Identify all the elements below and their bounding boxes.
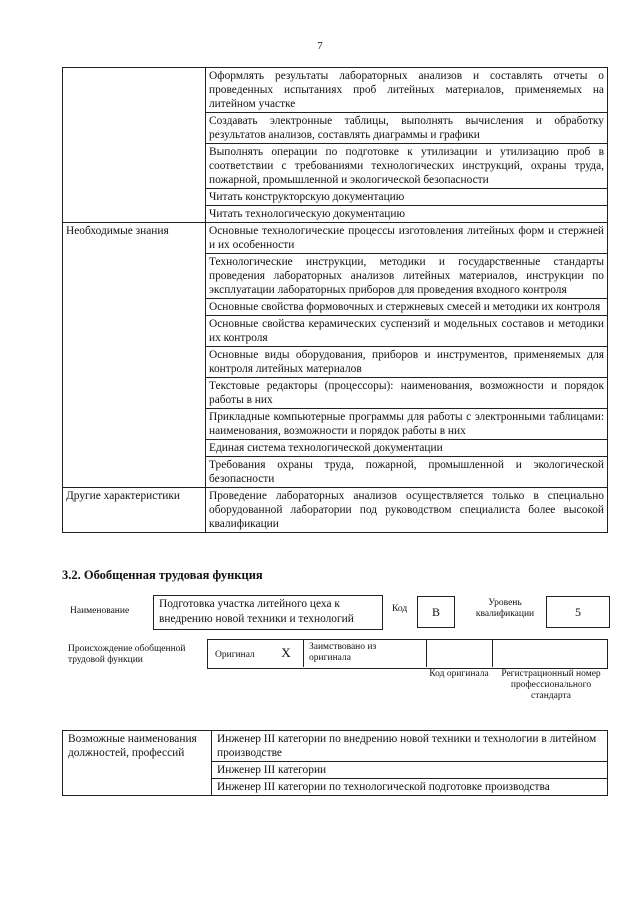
- page-number: 7: [317, 40, 323, 52]
- row-item: Основные технологические процессы изготовления литейных форм и стержней и их особенности: [206, 223, 608, 254]
- section-title: 3.2. Обобщенная трудовая функция: [62, 568, 263, 582]
- row-item: Основные виды оборудования, приборов и инструментов, применяемых для контроля литейных материалов: [206, 347, 608, 378]
- position-item: Инженер III категории по технологической подготовке производства: [212, 779, 608, 796]
- origin-label: Происхождение обобщенной трудовой функции: [68, 644, 186, 665]
- row-item: Читать технологическую документацию: [206, 206, 608, 223]
- position-item: Инженер III категории по внедрению новой техники и технологии в литейном производстве: [212, 731, 608, 762]
- name-value-box: [153, 595, 383, 630]
- divider-code-original: [426, 639, 427, 667]
- table-row: [63, 488, 608, 533]
- code-original-label: Код оригинала: [429, 669, 489, 679]
- requirements-table: [62, 67, 608, 533]
- row-item: Единая система технологической документации: [206, 440, 608, 457]
- divider-reg-number: [492, 639, 493, 667]
- name-value: Подготовка участка литейного цеха к внедрению новой техники и технологий: [159, 598, 354, 625]
- level-label: Уровень квалификации: [475, 598, 535, 619]
- position-item: Инженер III категории: [212, 762, 608, 779]
- reg-number-label: Регистрационный номер профессионального стандарта: [501, 669, 601, 701]
- row-item: Основные свойства формовочных и стержневых смесей и методики их контроля: [206, 299, 608, 316]
- original-mark: X: [281, 645, 291, 660]
- positions-table: [62, 730, 608, 796]
- code-label: Код: [392, 604, 408, 614]
- table-row: [63, 68, 608, 113]
- row-item: Текстовые редакторы (процессоры): наименования, возможности и порядок работы в них: [206, 378, 608, 409]
- original-label: Оригинал: [215, 650, 255, 660]
- name-label: Наименование: [70, 606, 130, 616]
- borrowed-label: Заимствовано из оригинала: [309, 642, 377, 663]
- row-label: Другие характеристики: [63, 488, 206, 533]
- row-item: Технологические инструкции, методики и государственные стандарты проведения лабораторных анализов литейных материалов, инструкции по эксплуатации лабораторных приборов для проведения входного контроля: [206, 254, 608, 299]
- positions-label: Возможные наименования должностей, профессий: [63, 731, 212, 796]
- row-item: Создавать электронные таблицы, выполнять вычисления и обработку результатов анализов, составлять диаграммы и графики: [206, 113, 608, 144]
- row-item: Выполнять операции по подготовке к утилизации и утилизацию проб в соответствии с требованиями технологических инструкций, охраны труда, пожарной, промышленной и экологической безопасности: [206, 144, 608, 189]
- row-item: Прикладные компьютерные программы для работы с электронными таблицами: наименования, возможности и порядок работы в них: [206, 409, 608, 440]
- row-item: Проведение лабораторных анализов осуществляется только в специально оборудованной лаборатории под руководством специалиста более высокой квалификации: [206, 488, 608, 533]
- row-item: Основные свойства керамических суспензий и модельных составов и методики их контроля: [206, 316, 608, 347]
- row-label: [63, 68, 206, 223]
- level-value-box: [546, 596, 610, 628]
- row-item: Требования охраны труда, пожарной, промышленной и экологической безопасности: [206, 457, 608, 488]
- code-value-box: [417, 596, 455, 628]
- row-item: Оформлять результаты лабораторных анализов и составлять отчеты о проведенных испытаниях проб литейных материалов, применяемых на литейном участке: [206, 68, 608, 113]
- row-item: Читать конструкторскую документацию: [206, 189, 608, 206]
- divider-borrowed: [303, 639, 304, 667]
- level-value: 5: [575, 605, 581, 619]
- table-row: [63, 731, 608, 762]
- table-row: [63, 223, 608, 254]
- code-value: В: [431, 605, 440, 619]
- row-label: Необходимые знания: [63, 223, 206, 488]
